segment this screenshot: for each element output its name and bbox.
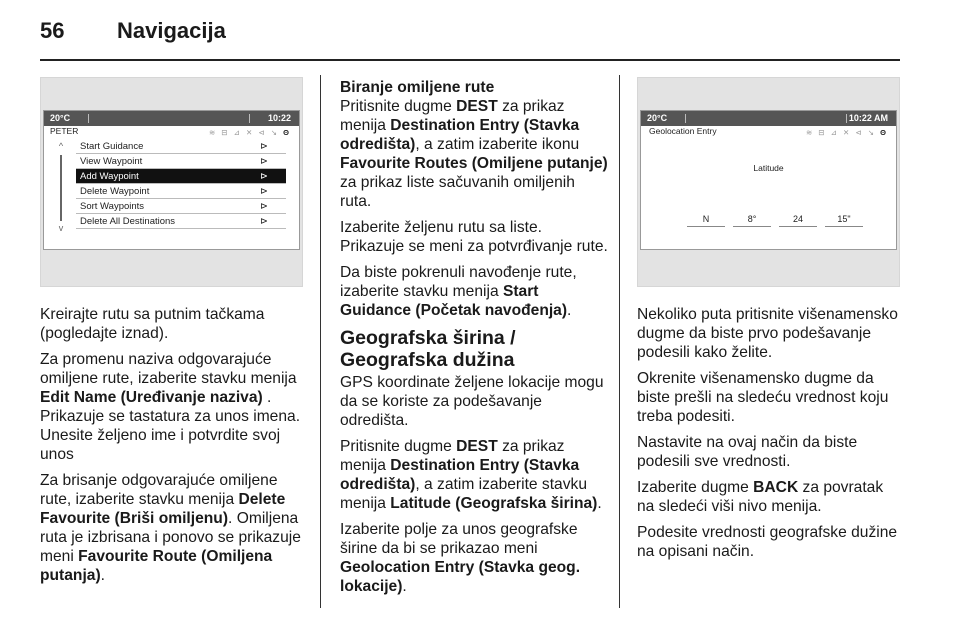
chevron-right-icon: ⊳ <box>260 216 268 227</box>
paragraph: Kreirajte rutu sa putnim tačkama (pogledajte iznad). <box>40 306 265 342</box>
screenshot-geolocation-entry <box>637 77 900 287</box>
subheading: Biranje omiljene rute <box>340 79 495 96</box>
menu-item[interactable] <box>76 169 286 184</box>
status-divider <box>846 114 847 123</box>
sub-bar <box>44 126 299 137</box>
waypoint-menu <box>76 139 286 229</box>
section-heading: Geografska širina / Geografska dužina <box>340 327 516 371</box>
paragraph: Podesite vrednosti geografske dužine na opisani način. <box>637 524 898 560</box>
coordinate-field[interactable]: N <box>687 211 725 227</box>
paragraph: Izaberite polje za unos geografske širine da bi se prikazao meni Geolocation Entry (Stavka geog. lokacije). <box>340 521 581 595</box>
menu-item-label: Delete Waypoint <box>80 186 150 197</box>
sub-bar <box>641 126 896 137</box>
paragraph: Izaberite dugme BACK za povratak na sledeći viši nivo menija. <box>637 479 884 515</box>
menu-item[interactable] <box>76 199 286 214</box>
paragraph: Pritisnite dugme DEST za prikaz menija Destination Entry (Stavka odredišta), a zatim izaberite ikonu Favourite Routes (Omiljene putanje) za prikaz liste sačuvanih omiljenih ruta. <box>340 98 608 210</box>
display-screen <box>43 110 300 250</box>
status-divider <box>88 114 89 123</box>
display-screen <box>640 110 897 250</box>
status-icons: ≋ ⊟ ⊿ ✕ ⊲ ↘ ʘ <box>805 128 888 137</box>
menu-item[interactable] <box>76 139 286 154</box>
coordinate-field[interactable]: 15" <box>825 211 863 227</box>
column-divider <box>619 75 620 608</box>
latitude-label: Latitude <box>753 163 784 173</box>
paragraph: Nastavite na ovaj način da biste podesili sve vrednosti. <box>637 434 858 470</box>
menu-item[interactable] <box>76 184 286 199</box>
chevron-right-icon: ⊳ <box>260 156 268 167</box>
coordinate-fields <box>687 211 867 231</box>
paragraph: Okrenite višenamensko dugme da biste prešli na sledeću vrednost koju treba podesiti. <box>637 370 889 425</box>
menu-item-label: Delete All Destinations <box>80 216 176 227</box>
column-1 <box>40 305 305 592</box>
scroll-down-icon[interactable]: v <box>58 223 64 233</box>
menu-item-label: View Waypoint <box>80 156 143 167</box>
page-number: 56 <box>40 18 65 43</box>
clock: 10:22 AM <box>848 113 888 123</box>
coordinate-field[interactable]: 8° <box>733 211 771 227</box>
paragraph: Za brisanje odgovarajuće omiljene rute, izaberite stavku menija Delete Favourite (Briši omiljenu). Omiljena ruta je izbrisana i ponovo se prikazuje meni Favourite Route (Omiljena putanja). <box>40 472 301 584</box>
status-divider <box>249 114 250 123</box>
chevron-right-icon: ⊳ <box>260 201 268 212</box>
chevron-right-icon: ⊳ <box>260 141 268 152</box>
temperature: 20°C <box>647 113 668 123</box>
status-divider <box>685 114 686 123</box>
chevron-right-icon: ⊳ <box>260 171 268 182</box>
bluetooth-icon: ʘ <box>283 128 291 137</box>
scroll-track[interactable] <box>60 155 62 221</box>
scrollbar[interactable] <box>56 141 66 241</box>
menu-item[interactable] <box>76 214 286 229</box>
header-rule <box>40 59 900 61</box>
bluetooth-icon: ʘ <box>880 128 888 137</box>
menu-item-label: Sort Waypoints <box>80 201 145 212</box>
screenshot-waypoint-menu <box>40 77 303 287</box>
paragraph: Izaberite željenu rutu sa liste. Prikazuje se meni za potvrđivanje rute. <box>340 219 608 255</box>
column-3 <box>637 305 900 568</box>
coordinate-field[interactable]: 24 <box>779 211 817 227</box>
paragraph: GPS koordinate željene lokacije mogu da se koriste za podešavanje odredišta. <box>340 374 604 429</box>
menu-item-label: Add Waypoint <box>80 171 139 182</box>
page-title: Navigacija <box>117 18 226 43</box>
paragraph: Pritisnite dugme DEST za prikaz menija Destination Entry (Stavka odredišta), a zatim izaberite stavku menija Latitude (Geografska širina). <box>340 438 602 512</box>
status-bar <box>641 111 896 126</box>
scroll-up-icon[interactable]: ^ <box>58 141 64 151</box>
clock: 10:22 <box>267 113 291 123</box>
status-bar <box>44 111 299 126</box>
column-2 <box>340 78 610 603</box>
chevron-right-icon: ⊳ <box>260 186 268 197</box>
paragraph: Za promenu naziva odgovarajuće omiljene rute, izaberite stavku menija Edit Name (Uređivanje naziva) . Prikazuje se tastatura za unos imena. Unesite željeno ime i potvrdite svoj unos <box>40 351 301 463</box>
status-icons: ≋ ⊟ ⊿ ✕ ⊲ ↘ ʘ <box>208 128 291 137</box>
temperature: 20°C <box>50 113 71 123</box>
menu-item[interactable] <box>76 154 286 169</box>
menu-item-label: Start Guidance <box>80 141 144 152</box>
screen-title: Geolocation Entry <box>649 126 717 136</box>
list-name: PETER <box>50 126 79 136</box>
paragraph: Nekoliko puta pritisnite višenamensko dugme da biste prvo podešavanje podesili kako želite. <box>637 306 898 361</box>
column-divider <box>320 75 321 608</box>
paragraph: Da biste pokrenuli navođenje rute, izaberite stavku menija Start Guidance (Početak navođenja). <box>340 264 577 319</box>
